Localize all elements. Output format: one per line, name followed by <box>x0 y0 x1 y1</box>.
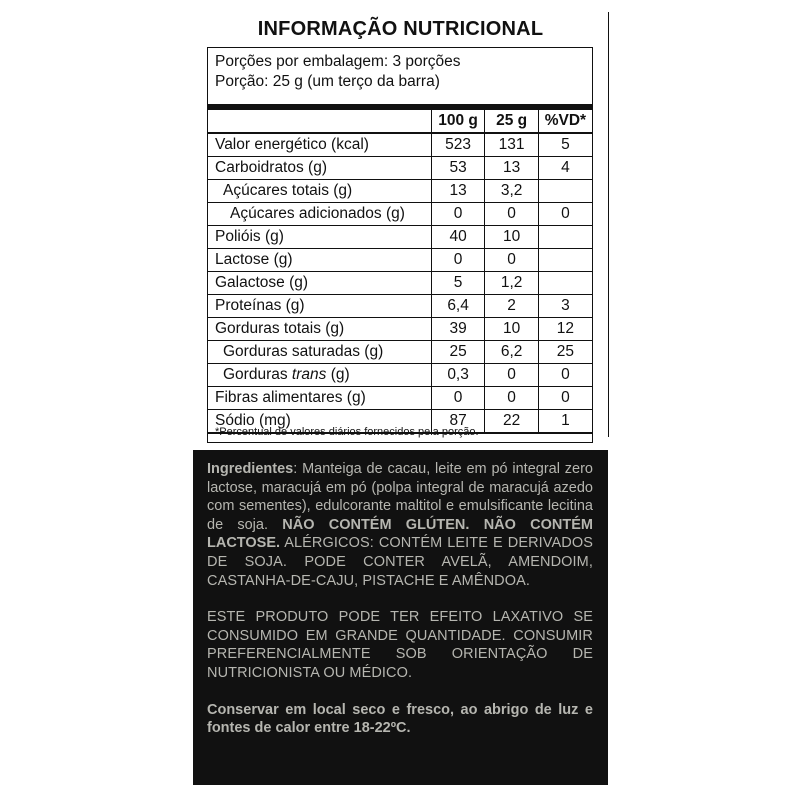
ingredients-paragraph <box>207 460 593 590</box>
nutrient-name-italic: trans <box>291 366 327 383</box>
nutrition-table <box>208 110 592 434</box>
value-25g: 10 <box>485 226 538 249</box>
ingredients-text: : Manteiga de cacau, leite em pó integral zero lactose, maracujá em pó (polpa integral de maracujá azedo com sementes), edulcorante maltitol e emulsificante lecitina de soja. <box>207 461 593 533</box>
value-vd <box>538 180 592 203</box>
nutrition-facts-panel <box>193 12 609 437</box>
value-25g: 0 <box>485 364 538 387</box>
value-100g: 0 <box>431 387 485 410</box>
storage-instructions: Conservar em local seco e fresco, ao abrigo de luz e fontes de calor entre 18-22ºC. <box>207 701 593 737</box>
table-row <box>208 226 592 249</box>
value-vd: 5 <box>538 133 592 157</box>
allergens-text: ALÉRGICOS: CONTÉM LEITE E DERIVADOS DE SOJA. PODE CONTER AVELÃ, AMENDOIM, CASTANHA-DE-CAJU, PISTACHE E AMÊNDOA. <box>207 535 593 589</box>
nutrition-table-box <box>207 47 593 443</box>
value-25g: 3,2 <box>485 180 538 203</box>
ingredients-label: Ingredientes <box>207 461 294 477</box>
nutrient-name: Sódio (mg) <box>208 410 431 434</box>
value-100g: 0 <box>431 203 485 226</box>
value-25g: 22 <box>485 410 538 434</box>
header-100g: 100 g <box>431 110 485 133</box>
value-25g: 0 <box>485 203 538 226</box>
value-25g: 10 <box>485 318 538 341</box>
value-25g: 0 <box>485 387 538 410</box>
portions-per-package: Porções por embalagem: 3 porções <box>215 53 461 70</box>
nutrient-name: Polióis (g) <box>208 226 431 249</box>
value-25g: 6,2 <box>485 341 538 364</box>
value-25g: 0 <box>485 249 538 272</box>
nutrient-name: Fibras alimentares (g) <box>208 387 431 410</box>
value-vd <box>538 249 592 272</box>
value-25g: 2 <box>485 295 538 318</box>
table-row <box>208 203 592 226</box>
nutrition-title: INFORMAÇÃO NUTRICIONAL <box>257 18 544 40</box>
spacer <box>207 590 593 608</box>
nutrient-name: Açúcares adicionados (g) <box>208 203 431 226</box>
table-row <box>208 249 592 272</box>
value-vd: 0 <box>538 364 592 387</box>
ingredients-panel <box>193 450 608 785</box>
lactose-warning: NÃO CONTÉM LACTOSE. <box>207 516 593 552</box>
table-row <box>208 133 592 157</box>
table-row <box>208 180 592 203</box>
table-row <box>208 318 592 341</box>
nutrition-label <box>193 12 608 785</box>
header-vd: %VD* <box>538 110 592 133</box>
table-row <box>208 341 592 364</box>
nutrient-name <box>208 364 431 387</box>
nutrient-name: Lactose (g) <box>208 249 431 272</box>
nutrient-name: Açúcares totais (g) <box>208 180 431 203</box>
gluten-warning: NÃO CONTÉM GLÚTEN. <box>282 516 470 533</box>
value-vd: 0 <box>538 387 592 410</box>
value-100g: 6,4 <box>431 295 485 318</box>
value-100g: 13 <box>431 180 485 203</box>
value-vd: 3 <box>538 295 592 318</box>
value-100g: 0,3 <box>431 364 485 387</box>
laxative-warning: ESTE PRODUTO PODE TER EFEITO LAXATIVO SE CONSUMIDO EM GRANDE QUANTIDADE. CONSUMIR PREFERENCIALMENTE SOB ORIENTAÇÃO DE NUTRICIONISTA OU MÉDICO. <box>207 609 593 681</box>
value-100g: 53 <box>431 157 485 180</box>
nutrient-name: Galactose (g) <box>208 272 431 295</box>
value-vd: 25 <box>538 341 592 364</box>
nutrient-name-suffix: (g) <box>326 366 350 383</box>
nutrient-name: Carboidratos (g) <box>208 157 431 180</box>
nutrient-name: Gorduras totais (g) <box>208 318 431 341</box>
value-vd: 12 <box>538 318 592 341</box>
table-row <box>208 272 592 295</box>
header-25g: 25 g <box>485 110 538 133</box>
vd-footnote: *Percentual de valores diários fornecidos pela porção. <box>215 426 479 438</box>
value-100g: 0 <box>431 249 485 272</box>
table-row <box>208 295 592 318</box>
value-vd: 4 <box>538 157 592 180</box>
value-25g: 131 <box>485 133 538 157</box>
value-vd: 1 <box>538 410 592 434</box>
nutrient-name-prefix: Gorduras <box>223 366 292 383</box>
value-25g: 13 <box>485 157 538 180</box>
nutrient-name: Valor energético (kcal) <box>208 133 431 157</box>
spacer <box>207 683 593 701</box>
table-header-row <box>208 110 592 133</box>
portion-size: Porção: 25 g (um terço da barra) <box>215 73 440 90</box>
value-vd <box>538 272 592 295</box>
value-100g: 40 <box>431 226 485 249</box>
value-25g: 1,2 <box>485 272 538 295</box>
value-vd <box>538 226 592 249</box>
value-vd: 0 <box>538 203 592 226</box>
value-100g: 25 <box>431 341 485 364</box>
value-100g: 523 <box>431 133 485 157</box>
table-row <box>208 157 592 180</box>
header-nutrient <box>208 110 431 133</box>
nutrient-name: Proteínas (g) <box>208 295 431 318</box>
value-100g: 5 <box>431 272 485 295</box>
value-100g: 39 <box>431 318 485 341</box>
table-row <box>208 364 592 387</box>
serving-info <box>208 48 592 110</box>
nutrient-name: Gorduras saturadas (g) <box>208 341 431 364</box>
value-100g: 87 <box>431 410 485 434</box>
table-row <box>208 387 592 410</box>
